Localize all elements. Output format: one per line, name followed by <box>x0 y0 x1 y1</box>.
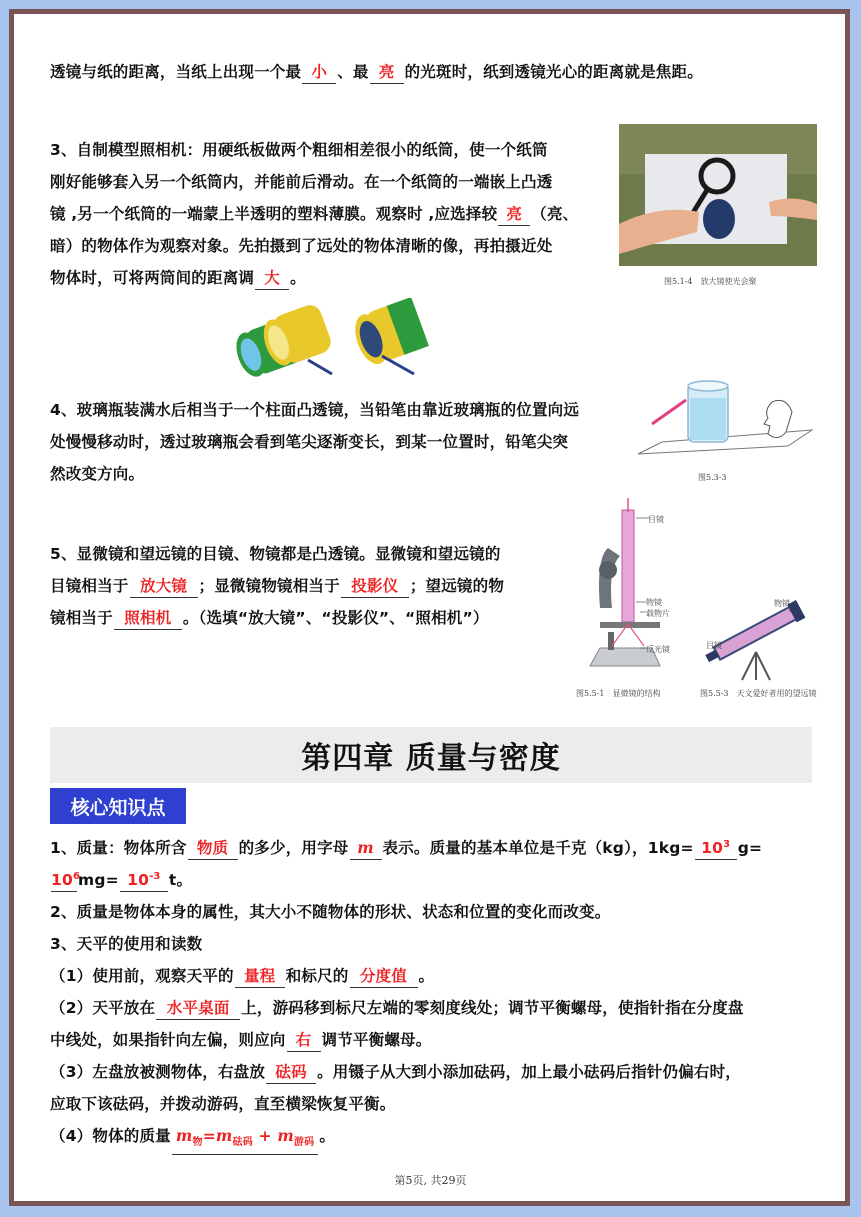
section-tag: 核心知识点 <box>50 788 186 824</box>
paragraph-focal-length: 透镜与纸的距离，当纸上出现一个最 小 、最 亮 的光斑时，纸到透镜光心的距离就是焦距。 <box>50 56 703 88</box>
glass-bottle-illustration <box>636 372 814 464</box>
answer-blank: $10^6$ <box>51 866 77 892</box>
answer-blank: 亮 <box>370 61 404 84</box>
paper-tubes-illustration <box>222 298 442 378</box>
answer-blank: 投影仪 <box>341 575 409 598</box>
mass-formula: $m_物=m_{砝码} + m_{游码}$ <box>172 1125 318 1155</box>
answer-blank: $10^{-3}$ <box>120 866 168 892</box>
micro-label: 载物片 <box>646 609 670 618</box>
telescope-illustration <box>694 596 812 682</box>
chapter-heading <box>50 727 812 783</box>
answer-blank: 分度值 <box>350 965 418 988</box>
answer-blank: 量程 <box>235 965 285 988</box>
figure-caption: 图5.5-1 显微镜的结构 <box>576 689 661 698</box>
figure-caption: 图5.1-4 放大镜使光会聚 <box>664 277 757 286</box>
micro-label: 物镜 <box>646 598 662 607</box>
chapter-title: 第四章 质量与密度 <box>301 741 561 776</box>
mass-section: 1、质量：物体所含 物质 的多少，用字母 m 表示。质量的基本单位是千克（kg），$1kg= 10^3$ g= $10^6mg= 10^{-3}$ t。 2、质量是物体本身的属性，其大小不随物体的形状、状态和位置的变化而改变。 3、天平的使用和读数 （1）使用前，观察天平的 量程 和标尺的 分度值 。 （2）天平放在 水平桌面 上，游码移到标尺左端的零刻度线处；调节平衡螺母，使指针指在分度盘 中线处，如果指针向左偏，则应向 右 调节平衡螺母。 （3）左盘放被测物体，右盘放 砝码 。用镊子从大到小添加砝码，加上最小砝码后指针仍偏右时， 应取下该砝码，并拨动游码，直至横梁恢复平衡。 （4）物体的质量 $m_物=m_{砝码} + m_{游码}$ 。 <box>50 832 762 1155</box>
answer-blank: $10^3$ <box>695 834 737 860</box>
item5-text: 5、显微镜和望远镜的目镜、物镜都是凸透镜。显微镜和望远镜的 目镜相当于 放大镜 ；显微镜物镜相当于 投影仪 ；望远镜的物 镜相当于 照相机 。（选填“放大镜”、“投影仪”、“照相机”） <box>50 538 504 634</box>
micro-label: 目镜 <box>648 515 664 524</box>
item4-text: 4、玻璃瓶装满水后相当于一个柱面凸透镜，当铅笔由靠近玻璃瓶的位置向远 处慢慢移动时，透过玻璃瓶会看到笔尖逐渐变长，到某一位置时，铅笔尖突 然改变方向。 <box>50 401 580 483</box>
answer-blank: 大 <box>255 267 289 290</box>
figure-caption: 图5.3-3 <box>698 473 727 482</box>
answer-blank: 小 <box>302 61 336 84</box>
answer-blank: 亮 <box>498 203 530 226</box>
answer-blank: 水平桌面 <box>156 997 240 1020</box>
micro-label: 反光镜 <box>646 645 670 654</box>
item3-text: 3、自制模型照相机：用硬纸板做两个粗细相差很小的纸筒，使一个纸筒 刚好能够套入另一个纸筒内，并能前后滑动。在一个纸筒的一端嵌上凸透 镜 ,另一个纸筒的一端蒙上半透明的塑料薄膜。观察时 ,应选择较 亮 （亮、 暗）的物体作为观察对象。先拍摄到了远处的物体清晰的像，再拍摄近处 物体时，可将两筒间的距离调 大 。 <box>50 134 578 294</box>
magnifier-photo <box>619 124 817 266</box>
answer-blank: 物质 <box>188 837 238 860</box>
answer-blank: 放大镜 <box>130 575 198 598</box>
answer-blank: 右 <box>287 1029 321 1052</box>
answer-blank: m <box>350 837 382 860</box>
scope-label: 物镜 <box>774 599 790 608</box>
page-footer: 第5页, 共29页 <box>394 1174 467 1187</box>
answer-blank: 砝码 <box>266 1061 316 1084</box>
scope-label: 目镜 <box>706 641 722 650</box>
figure-caption: 图5.5-3 天文爱好者用的望远镜 <box>700 689 817 698</box>
answer-blank: 照相机 <box>114 607 182 630</box>
